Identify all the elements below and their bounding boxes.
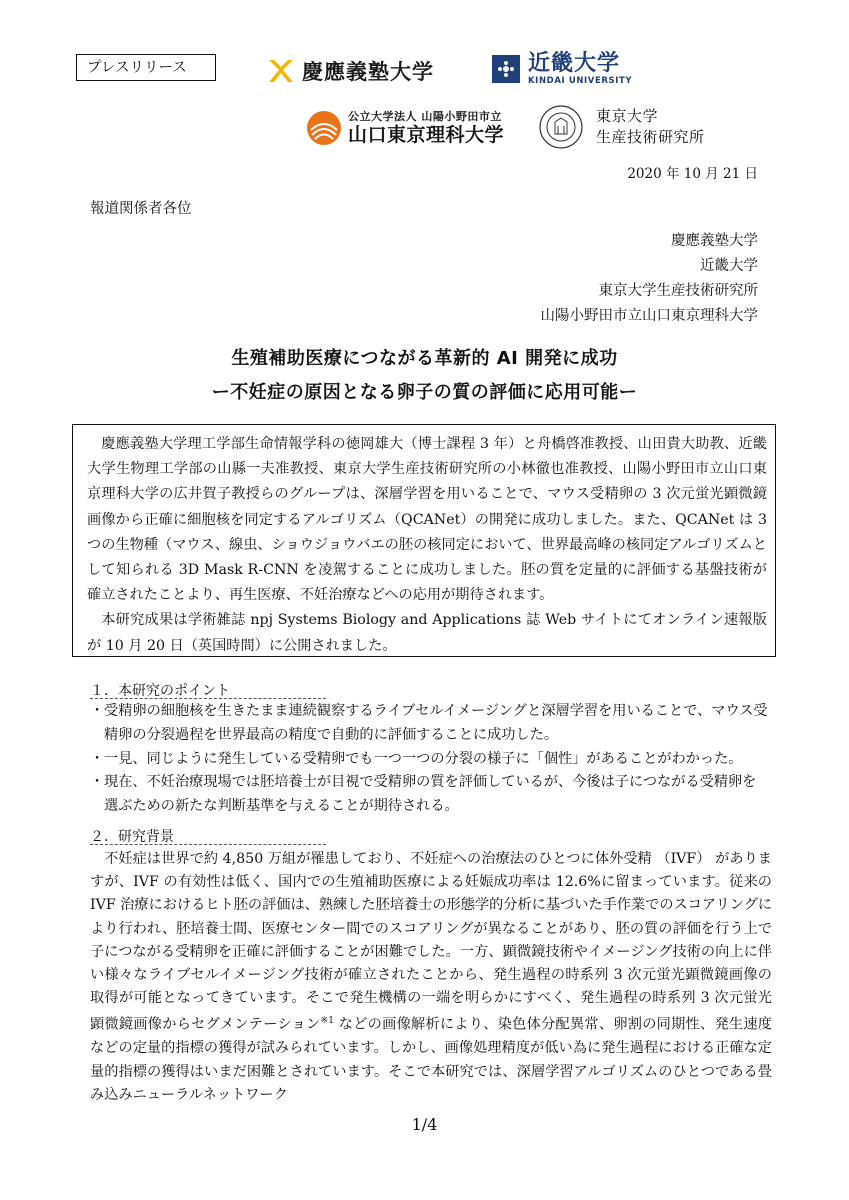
list-item [90,748,770,772]
point-text: 現在、不妊治療現場では胚培養士が目視で受精卵の質を評価しているが、今後は子につながる受精卵を選ぶための新たな判断基準を与えることが期待される。 [104,774,757,815]
release-date: 2020 年 10 月 21 日 [627,166,758,182]
utokyo-iis-logo [538,104,705,150]
organization-item: 慶應義塾大学 [671,233,758,249]
keio-pen-mark-icon [266,56,296,86]
footnote-marker: ※1 [320,1016,335,1027]
list-item [90,771,770,819]
summary-paragraph: 慶應義塾大学理工学部生命情報学科の徳岡雄大（博士課程 3 年）と舟橋啓准教授、山田貴大助教、近畿大学生物理工学部の山縣一夫准教授、東京大学生産技術研究所の小林徹也准教授、山陽小野田市立山口東京理科大学の広井賀子教授らのグループは、深層学習を用いることで、マウス受精卵の 3 次元蛍光顕微鏡画像から正確に細胞核を同定するアルゴリズム（QCANet）の開発に成功しました。また、QCANet は 3 つの生物種（マウス、線虫、ショウジョウバエの胚の核同定において、世界最高峰の核同定アルゴリズムとして知られる 3D Mask R-CNN を凌駕することに成功しました。胚の質を定量的に評価する基盤技術が確立されたことより、再生医療、不妊治療などへの応用が期待されます。 [87,436,767,604]
bullet-mark: ・ [90,750,105,767]
organization-list [541,229,759,329]
addressee: 報道関係者各位 [90,201,192,217]
organization-item: 山陽小野田市立山口東京理科大学 [540,308,758,324]
iis-logo-text: 生産技術研究所 [596,128,705,146]
utokyo-logo-text: 東京大学 [596,107,659,125]
subtitle: ー不妊症の原因となる卵子の質の評価に応用可能ー [211,382,638,403]
bullet-mark: ・ [90,703,105,719]
background-text: 不妊症は世界で約 4,850 万組が罹患しており、不妊症への治療法のひとつに体外受精 （IVF） がありますが、IVF の有効性は低く、国内での生殖補助医療による妊娠成功率は 12.6%に留まっています。従来の IVF 治療におけるヒト胚の評価は、熟練した胚培養士の形態学的分析に基づいた手作業でのスコアリングにより行われ、胚培養士間、医療センター間でのスコアリングが異なることがあり、胚の質の評価を行う上で子につながる受精卵を正確に評価することが困難でした。一方、顕微鏡技術やイメージング技術の向上に伴い様々なライブセルイメージング技術が確立されたことから、発生過程の時系列 3 次元蛍光顕微鏡画像の取得が可能となってきています。そこで発生機構の一端を明らかにすべく、発生過程の時系列 3 次元蛍光顕微鏡画像からセグメンテーション [90,851,772,1034]
kindai-emblem-icon [492,55,520,83]
section1-heading: １．本研究のポイント [90,683,230,699]
kindai-logo-text: 近畿大学 [528,51,621,76]
page-number: 1/4 [411,1115,438,1134]
background-paragraph [90,848,772,1107]
kindai-logo-english: KINDAI UNIVERSITY [528,76,633,86]
bullet-mark: ・ [90,774,105,791]
keio-logo [266,56,434,86]
research-points-list [90,700,770,819]
keio-logo-text: 慶應義塾大学 [302,59,434,84]
organization-item: 近畿大学 [700,258,758,274]
background-text: などの画像解析により、染色体分配異常、卵割の同期性、発生速度などの定量的指標の獲得が試みられています。しかし、画像処理精度が低い為に発生過程における正確な定量的指標の獲得はいまだ困難とされています。そこで本研究では、深層学習アルゴリズムのひとつである畳み込みニューラルネットワーク [90,1017,772,1103]
kindai-logo [492,52,632,86]
section1-underline [90,698,326,699]
yamaguchi-logo-subtitle: 公立大学法人 山陽小野田市立 [348,110,502,123]
utokyo-iis-seal-icon [538,104,584,150]
organization-item: 東京大学生産技術研究所 [598,283,758,299]
main-title: 生殖補助医療につながる革新的 AI 開発に成功 [231,348,618,369]
yamaguchi-logo [306,110,504,146]
yamaguchi-logo-text: 山口東京理科大学 [348,124,505,146]
press-release-label: プレスリリース [76,54,216,81]
point-text: 受精卵の細胞核を生きたまま連続観察するライブセルイメージングと深層学習を用いることで、マウス受精卵の分裂過程を世界最高の精度で自動的に評価することに成功した。 [104,703,768,743]
section2-heading: ２．研究背景 [90,829,174,845]
point-text: 一見、同じように発生している受精卵でも一つ一つの分裂の様子に「個性」があることがわかった。 [104,750,743,767]
section2-underline [90,844,326,845]
summary-box [72,424,776,657]
list-item [90,700,770,748]
yamaguchi-swirl-icon [306,110,342,146]
summary-paragraph: 本研究成果は学術雑誌 npj Systems Biology and Applications 誌 Web サイトにてオンライン速報版が 10 月 20 日（英国時間）に公開されました。 [87,612,767,654]
